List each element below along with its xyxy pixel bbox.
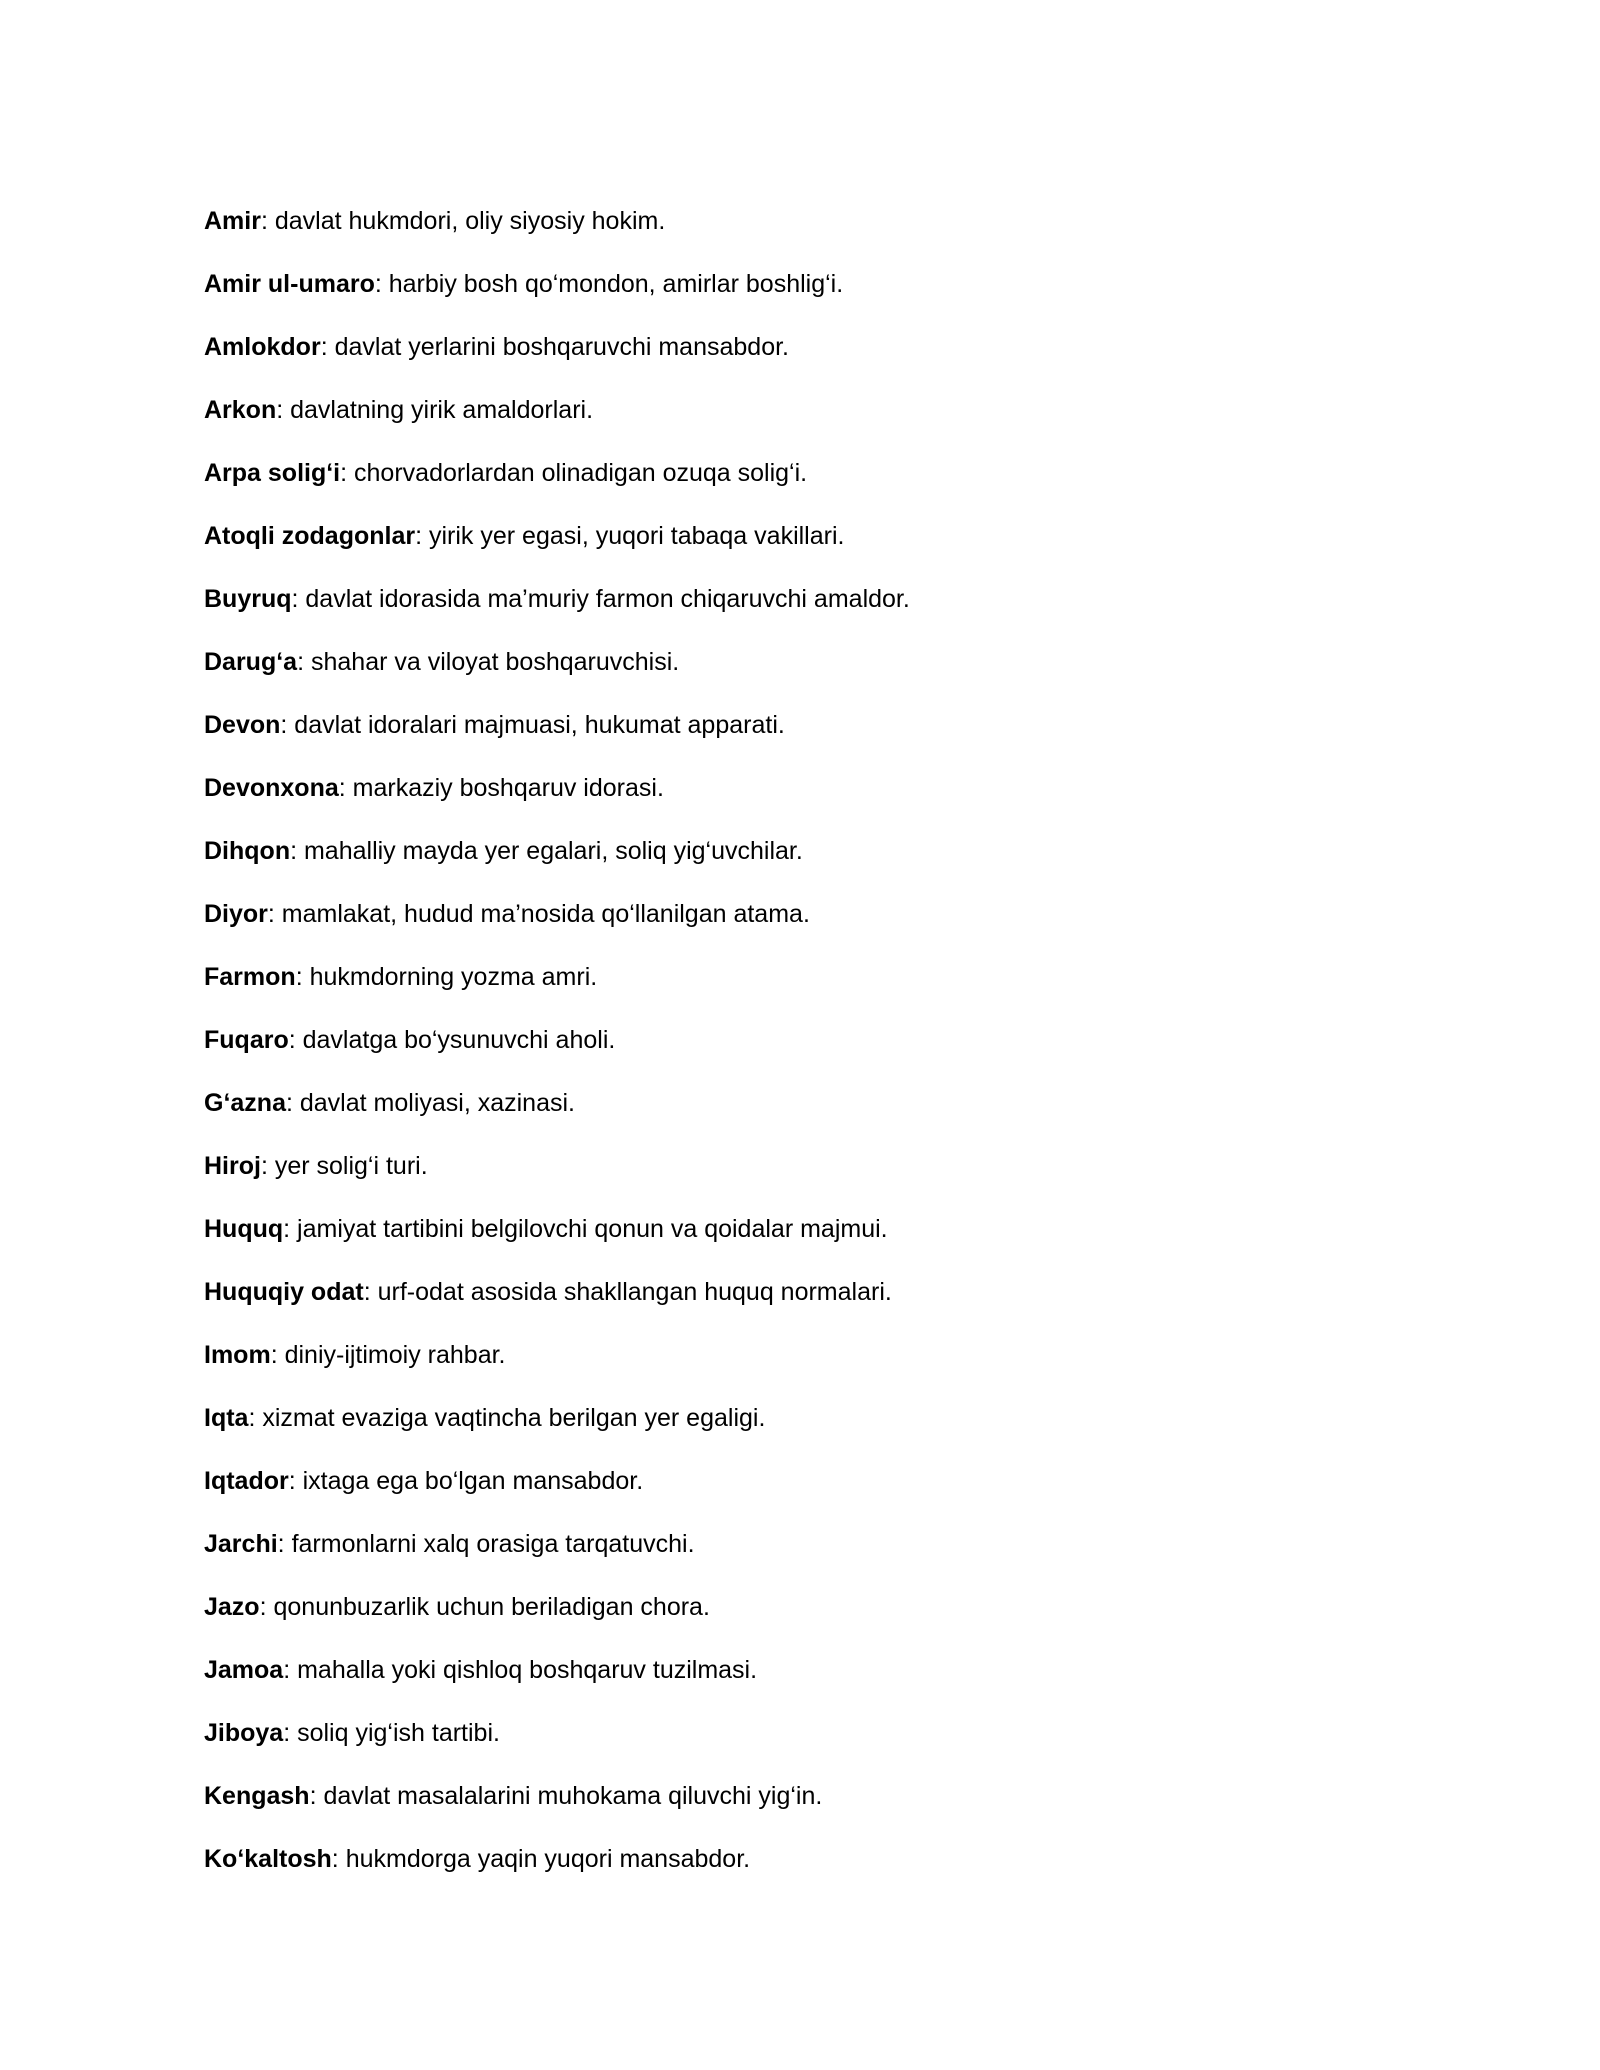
glossary-term: Imom [204, 1341, 271, 1369]
glossary-definition: : davlatga bo‘ysunuvchi aholi. [288, 1026, 616, 1054]
glossary-entry [204, 1210, 1404, 1273]
glossary-term: Farmon [204, 963, 296, 991]
glossary-entry [204, 895, 1404, 958]
glossary-term: Darug‘a [204, 648, 298, 676]
glossary-term: Huquq [204, 1215, 284, 1243]
glossary-term: Jazo [204, 1593, 260, 1621]
glossary-term: Amir ul-umaro [204, 270, 375, 298]
glossary-term: G‘azna [204, 1089, 286, 1117]
glossary-entry [204, 202, 1404, 265]
glossary-entry [204, 1021, 1404, 1084]
glossary-definition: : xizmat evaziga vaqtincha berilgan yer egaligi. [248, 1404, 766, 1432]
glossary-entry [204, 1462, 1404, 1525]
glossary-definition: : qonunbuzarlik uchun beriladigan chora. [259, 1593, 710, 1621]
glossary-definition: : hukmdorning yozma amri. [295, 963, 598, 991]
glossary-term: Diyor [204, 900, 268, 928]
glossary-definition: : davlat idoralari majmuasi, hukumat apparati. [280, 711, 785, 739]
glossary-term: Ko‘kaltosh [204, 1845, 332, 1873]
glossary-entry [204, 454, 1404, 517]
glossary-definition: : mahalla yoki qishloq boshqaruv tuzilmasi. [283, 1656, 758, 1684]
glossary-term: Hiroj [204, 1152, 261, 1180]
glossary-entry [204, 706, 1404, 769]
glossary-definition: : davlat moliyasi, xazinasi. [285, 1089, 575, 1117]
glossary-entry [204, 1777, 1404, 1840]
glossary-term: Jamoa [204, 1656, 284, 1684]
glossary-entry [204, 1273, 1404, 1336]
glossary-definition: : yirik yer egasi, yuqori tabaqa vakillari. [415, 522, 845, 550]
glossary-entry [204, 580, 1404, 643]
glossary-definition: : shahar va viloyat boshqaruvchisi. [297, 648, 680, 676]
glossary-entry [204, 1084, 1404, 1147]
glossary-entry [204, 769, 1404, 832]
glossary-definition: : farmonlarni xalq orasiga tarqatuvchi. [277, 1530, 695, 1558]
glossary-term: Dihqon [204, 837, 291, 865]
glossary-entry [204, 1399, 1404, 1462]
glossary-definition: : urf-odat asosida shakllangan huquq normalari. [363, 1278, 892, 1306]
glossary-term: Devonxona [204, 774, 339, 802]
glossary-entry [204, 1336, 1404, 1399]
glossary-definition: : davlat hukmdori, oliy siyosiy hokim. [260, 207, 666, 235]
glossary-definition: : diniy-ijtimoiy rahbar. [270, 1341, 506, 1369]
glossary-entry [204, 1147, 1404, 1210]
glossary-definition: : markaziy boshqaruv idorasi. [338, 774, 664, 802]
glossary-entry [204, 1714, 1404, 1777]
glossary-term: Fuqaro [204, 1026, 289, 1054]
glossary-entry [204, 1840, 1404, 1903]
glossary-term: Amlokdor [204, 333, 321, 361]
glossary-entry [204, 1588, 1404, 1651]
glossary-definition: : hukmdorga yaqin yuqori mansabdor. [331, 1845, 751, 1873]
glossary-entry [204, 391, 1404, 454]
glossary-definition: : harbiy bosh qo‘mondon, amirlar boshlig‘i. [374, 270, 844, 298]
glossary-entry [204, 1651, 1404, 1714]
glossary-definition: : mahalliy mayda yer egalari, soliq yig‘uvchilar. [290, 837, 803, 865]
glossary-definition: : davlatning yirik amaldorlari. [276, 396, 594, 424]
glossary-definition: : yer solig‘i turi. [260, 1152, 428, 1180]
glossary-term: Jiboya [204, 1719, 284, 1747]
glossary-definition: : chorvadorlardan olinadigan ozuqa solig‘i. [340, 459, 808, 487]
glossary-term: Kengash [204, 1782, 310, 1810]
glossary-entry [204, 958, 1404, 1021]
glossary-entry [204, 328, 1404, 391]
glossary-definition: : davlat masalalarini muhokama qiluvchi yig‘in. [309, 1782, 823, 1810]
glossary-term: Devon [204, 711, 281, 739]
glossary-term: Iqtador [204, 1467, 289, 1495]
glossary-term: Buyruq [204, 585, 292, 613]
glossary-definition: : davlat idorasida ma’muriy farmon chiqaruvchi amaldor. [291, 585, 910, 613]
glossary-term: Amir [204, 207, 261, 235]
glossary-definition: : ixtaga ega bo‘lgan mansabdor. [288, 1467, 644, 1495]
glossary-entry [204, 265, 1404, 328]
glossary-definition: : soliq yig‘ish tartibi. [283, 1719, 500, 1747]
glossary-entry [204, 1525, 1404, 1588]
glossary-term: Arkon [204, 396, 277, 424]
glossary-term: Iqta [204, 1404, 249, 1432]
glossary-term: Huquqiy odat [204, 1278, 364, 1306]
glossary-definition: : mamlakat, hudud ma’nosida qo‘llanilgan atama. [267, 900, 810, 928]
glossary-definition: : davlat yerlarini boshqaruvchi mansabdor. [320, 333, 789, 361]
glossary-term: Arpa solig‘i [204, 459, 341, 487]
glossary-definition: : jamiyat tartibini belgilovchi qonun va qoidalar majmui. [283, 1215, 888, 1243]
glossary-entry [204, 832, 1404, 895]
glossary-term: Atoqli zodagonlar [204, 522, 416, 550]
glossary-term: Jarchi [204, 1530, 278, 1558]
glossary-list [204, 202, 1404, 1903]
glossary-entry [204, 643, 1404, 706]
glossary-entry [204, 517, 1404, 580]
